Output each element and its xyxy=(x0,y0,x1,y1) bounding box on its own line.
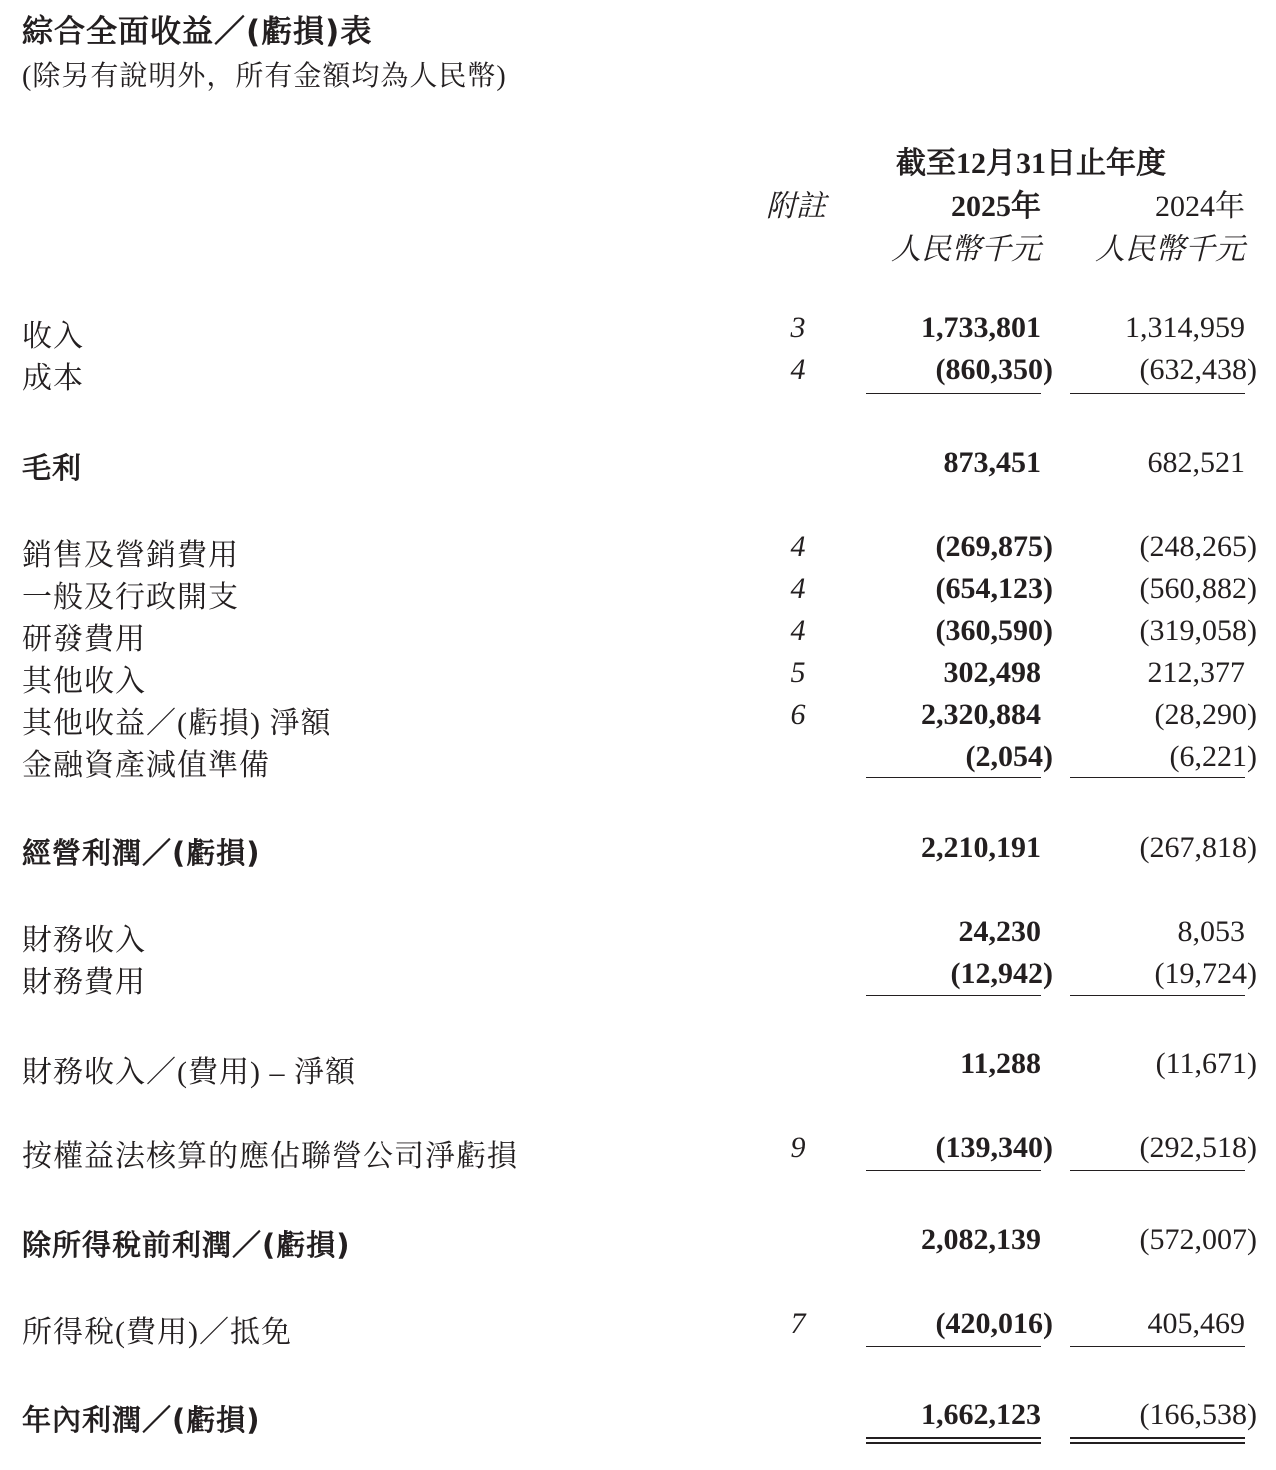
value-2025: (860,350) xyxy=(935,353,1053,386)
row-label: 一般及行政開支 xyxy=(22,581,239,614)
value-2024: 682,521 xyxy=(1147,446,1245,479)
value-2025: 873,451 xyxy=(943,446,1041,479)
table-row xyxy=(0,1047,1276,1089)
row-label: 所得稅(費用)／抵免 xyxy=(22,1316,292,1349)
statement-subtitle: (除另有說明外，所有金額均為人民幣) xyxy=(22,61,507,92)
row-label: 銷售及營銷費用 xyxy=(22,539,239,572)
value-2025: 1,662,123 xyxy=(921,1398,1041,1431)
value-2024: (6,221) xyxy=(1169,740,1257,773)
table-row xyxy=(0,311,1276,353)
row-label: 財務收入／(費用) – 淨額 xyxy=(22,1056,356,1089)
row-label: 經營利潤／(虧損) xyxy=(22,836,261,870)
value-2024: (560,882) xyxy=(1139,572,1257,605)
value-2024: 212,377 xyxy=(1147,656,1245,689)
value-2025: (360,590) xyxy=(935,614,1053,647)
row-label: 毛利 xyxy=(22,451,83,485)
table-row xyxy=(0,1223,1276,1265)
value-2024: (248,265) xyxy=(1139,530,1257,563)
subtotal-rule xyxy=(1070,393,1245,394)
table-row xyxy=(0,915,1276,957)
row-label: 研發費用 xyxy=(22,623,146,656)
value-2024: (19,724) xyxy=(1154,957,1257,990)
table-row xyxy=(0,957,1276,999)
value-2025: (139,340) xyxy=(935,1131,1053,1164)
row-note: 4 xyxy=(790,353,806,386)
value-2025: (654,123) xyxy=(935,572,1053,605)
row-note: 4 xyxy=(790,614,806,647)
value-2024: (166,538) xyxy=(1139,1398,1257,1431)
value-2024: 1,314,959 xyxy=(1125,311,1245,344)
row-note: 7 xyxy=(790,1307,806,1340)
row-label: 財務費用 xyxy=(22,966,146,999)
value-2024: (267,818) xyxy=(1139,831,1257,864)
table-row xyxy=(0,353,1276,395)
table-row xyxy=(0,614,1276,656)
subtotal-rule xyxy=(866,1170,1041,1171)
value-2024: (632,438) xyxy=(1139,353,1257,386)
subtotal-rule xyxy=(1070,1170,1245,1171)
value-2025: (12,942) xyxy=(950,957,1053,990)
value-2024: (28,290) xyxy=(1154,698,1257,731)
subtotal-rule xyxy=(866,777,1041,778)
row-label: 除所得稅前利潤／(虧損) xyxy=(22,1228,351,1262)
row-note: 4 xyxy=(790,530,806,563)
year-2025-header: 2025年 xyxy=(951,190,1041,223)
unit-2025-header: 人民幣千元 xyxy=(891,233,1041,266)
table-row xyxy=(0,1307,1276,1349)
value-2024: 8,053 xyxy=(1177,915,1245,948)
value-2024: (572,007) xyxy=(1139,1223,1257,1256)
table-row xyxy=(0,831,1276,873)
value-2025: (420,016) xyxy=(935,1307,1053,1340)
table-row xyxy=(0,530,1276,572)
table-row xyxy=(0,446,1276,488)
row-label: 其他收入 xyxy=(22,665,146,698)
table-row xyxy=(0,698,1276,740)
unit-2024-header: 人民幣千元 xyxy=(1095,233,1245,266)
value-2025: 2,320,884 xyxy=(921,698,1041,731)
row-note: 6 xyxy=(790,698,806,731)
row-label: 成本 xyxy=(22,362,84,395)
value-2025: 2,210,191 xyxy=(921,831,1041,864)
row-label: 財務收入 xyxy=(22,924,146,957)
value-2025: 302,498 xyxy=(943,656,1041,689)
value-2025: (269,875) xyxy=(935,530,1053,563)
subtotal-rule xyxy=(866,393,1041,394)
total-double-rule xyxy=(866,1437,1041,1444)
row-note: 9 xyxy=(790,1131,806,1164)
value-2025: 2,082,139 xyxy=(921,1223,1041,1256)
value-2024: (292,518) xyxy=(1139,1131,1257,1164)
row-label: 收入 xyxy=(22,320,84,353)
value-2025: 24,230 xyxy=(958,915,1041,948)
value-2024: 405,469 xyxy=(1147,1307,1245,1340)
subtotal-rule xyxy=(1070,777,1245,778)
row-label: 金融資產減值準備 xyxy=(22,749,270,782)
value-2025: 1,733,801 xyxy=(921,311,1041,344)
row-label: 其他收益／(虧損) 淨額 xyxy=(22,707,332,740)
subtotal-rule xyxy=(866,995,1041,996)
row-label: 年內利潤／(虧損) xyxy=(22,1403,261,1437)
value-2024: (319,058) xyxy=(1139,614,1257,647)
row-note: 4 xyxy=(790,572,806,605)
row-note: 5 xyxy=(790,656,806,689)
subtotal-rule xyxy=(1070,1346,1245,1347)
statement-title: 綜合全面收益／(虧損)表 xyxy=(22,14,373,50)
table-row xyxy=(0,1131,1276,1173)
subtotal-rule xyxy=(1070,995,1245,996)
value-2024: (11,671) xyxy=(1155,1047,1257,1080)
row-note: 3 xyxy=(790,311,806,344)
table-row xyxy=(0,572,1276,614)
value-2025: (2,054) xyxy=(965,740,1053,773)
subtotal-rule xyxy=(866,1346,1041,1347)
note-header: 附註 xyxy=(766,190,826,223)
table-row xyxy=(0,740,1276,782)
value-2025: 11,288 xyxy=(960,1047,1041,1080)
table-row xyxy=(0,656,1276,698)
total-double-rule xyxy=(1070,1437,1245,1444)
year-2024-header: 2024年 xyxy=(1155,190,1245,223)
period-header: 截至12月31日止年度 xyxy=(896,147,1166,180)
table-row xyxy=(0,1398,1276,1440)
row-label: 按權益法核算的應佔聯營公司淨虧損 xyxy=(22,1140,518,1173)
